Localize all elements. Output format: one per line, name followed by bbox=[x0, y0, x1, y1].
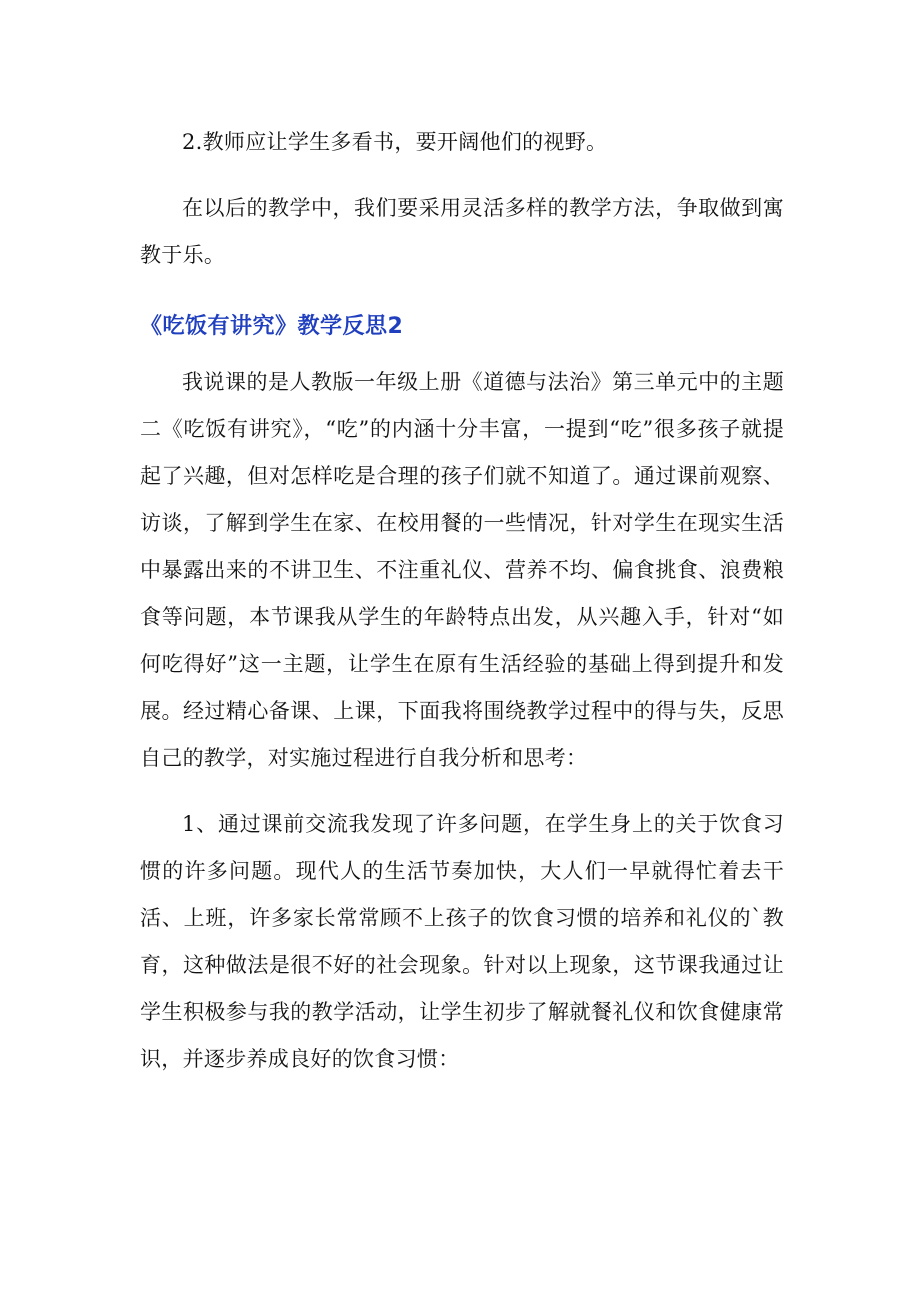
document-body bbox=[140, 119, 784, 1083]
section-title: 《吃饭有讲究》教学反思2 bbox=[140, 314, 404, 339]
paragraph-lesson-intro: 我说课的是人教版一年级上册《道德与法治》第三单元中的主题二《吃饭有讲究》，“吃”的内涵十分丰富，一提到“吃”很多孩子就提起了兴趣，但对怎样吃是合理的孩子们就不知道了。通过课前观察、访谈，了解到学生在家、在校用餐的一些情况，针对学生在现实生活中暴露出来的不讲卫生、不注重礼仪、营养不均、偏食挑食、浪费粮食等问题，本节课我从学生的年龄特点出发，从兴趣入手，针对“如何吃得好”这一主题，让学生在原有生活经验的基础上得到提升和发展。经过精心备课、上课，下面我将围绕教学过程中的得与失，反思自己的教学，对实施过程进行自我分析和思考： bbox=[140, 370, 784, 770]
paragraph-point-1: 1、通过课前交流我发现了许多问题，在学生身上的关于饮食习惯的许多问题。现代人的生活节奏加快，大人们一早就得忙着去干活、上班，许多家长常常顾不上孩子的饮食习惯的培养和礼仪的`教育，这种做法是很不好的社会现象。针对以上现象，这节课我通过让学生积极参与我的教学活动，让学生初步了解就餐礼仪和饮食健康常识，并逐步养成良好的饮食习惯： bbox=[140, 812, 784, 1071]
paragraph-teaching-method: 在以后的教学中，我们要采用灵活多样的教学方法，争取做到寓教于乐。 bbox=[140, 196, 784, 267]
paragraph-advice: 2.教师应让学生多看书，要开阔他们的视野。 bbox=[182, 130, 608, 154]
